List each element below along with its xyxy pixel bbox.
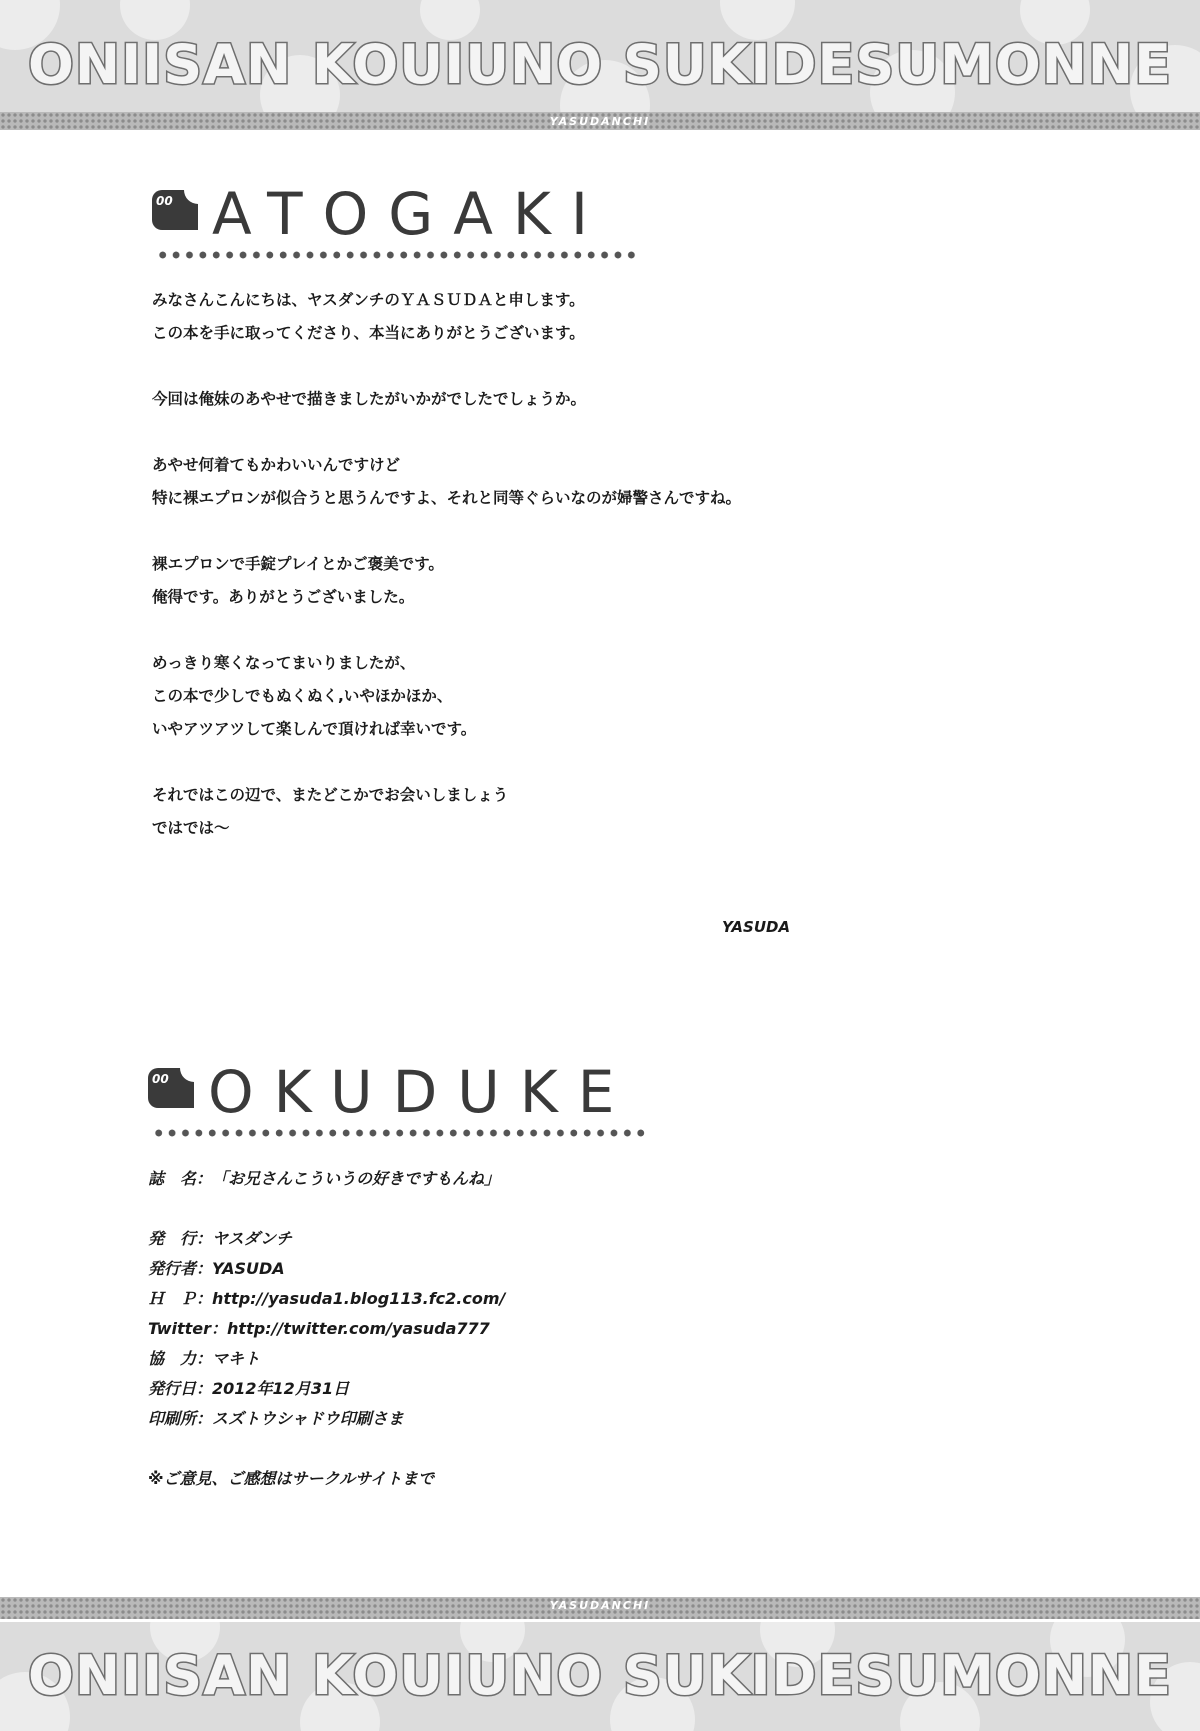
text-line: 俺得です。ありがとうございました。 [152, 588, 415, 606]
text-line: あやせ何着てもかわいいんですけど [152, 456, 401, 474]
colophon-row-date: 発行日：2012年12月31日 [148, 1379, 350, 1398]
signature: YASUDA [722, 918, 791, 936]
dotted-rule [152, 1128, 648, 1138]
banner-title: ONIISAN KOUIUNO SUKIDESUMONNE [27, 33, 1172, 96]
header-dot-strip [0, 112, 1200, 130]
header-banner [0, 0, 1200, 112]
text-line: 裸エプロンで手錠プレイとかご褒美です。 [152, 555, 444, 573]
colophon-row-twitter: Twitter：http://twitter.com/yasuda777 [148, 1319, 490, 1338]
footer-banner [0, 1622, 1200, 1731]
paragraph [152, 284, 1052, 350]
colophon-row-homepage: Ｈ Ｐ：http://yasuda1.blog113.fc2.com/ [148, 1289, 506, 1308]
paragraph [152, 647, 1052, 746]
dotted-rule [156, 250, 636, 260]
text-line: めっきり寒くなってまいりましたが、 [152, 654, 416, 672]
heading-badge-icon: 00 [152, 190, 198, 230]
text-line: この本で少しでもぬくぬく,いやほかほか、 [152, 687, 453, 705]
colophon-row-author: 発行者：YASUDA [148, 1259, 285, 1278]
okuduke-title: OKUDUKE [208, 1058, 635, 1126]
footer-dot-strip [0, 1597, 1200, 1619]
text-line: 特に裸エプロンが似合うと思うんですよ、それと同等ぐらいなのが婦警さんですね。 [152, 489, 742, 507]
text-line: みなさんこんにちは、ヤスダンチのＹＡＳＵＤＡと申します。 [152, 291, 585, 309]
banner-title: ONIISAN KOUIUNO SUKIDESUMONNE [27, 1644, 1172, 1707]
text-line: この本を手に取ってくださり、本当にありがとうございます。 [152, 324, 585, 342]
circle-name: YASUDANCHI [549, 115, 651, 128]
paragraph [152, 779, 1052, 845]
circle-name: YASUDANCHI [549, 1599, 651, 1612]
colophon-row-printer: 印刷所：スズトウシャドウ印刷さま [148, 1409, 404, 1428]
paragraph [152, 548, 1052, 614]
colophon-row-publisher: 発 行：ヤスダンチ [148, 1229, 292, 1248]
text-line: ではでは～ [152, 819, 230, 837]
atogaki-title: ATOGAKI [212, 180, 609, 248]
text-line: いやアツアツして楽しんで頂ければ幸いです。 [152, 720, 477, 738]
colophon-note: ※ご意見、ご感想はサークルサイトまで [148, 1469, 434, 1488]
colophon [148, 1164, 1048, 1494]
paragraph [152, 383, 1052, 416]
colophon-row-cooperation: 協 力：マキト [148, 1349, 261, 1368]
text-line: 今回は俺妹のあやせで描きましたがいかがでしたでしょうか。 [152, 390, 587, 408]
atogaki-text [152, 284, 1052, 878]
text-line: それではこの辺で、またどこかでお会いしましょう [152, 786, 509, 804]
colophon-row-title: 誌 名：「お兄さんこういうの好きですもんね」 [148, 1169, 501, 1188]
heading-badge-icon: 00 [148, 1068, 194, 1108]
paragraph [152, 449, 1052, 515]
